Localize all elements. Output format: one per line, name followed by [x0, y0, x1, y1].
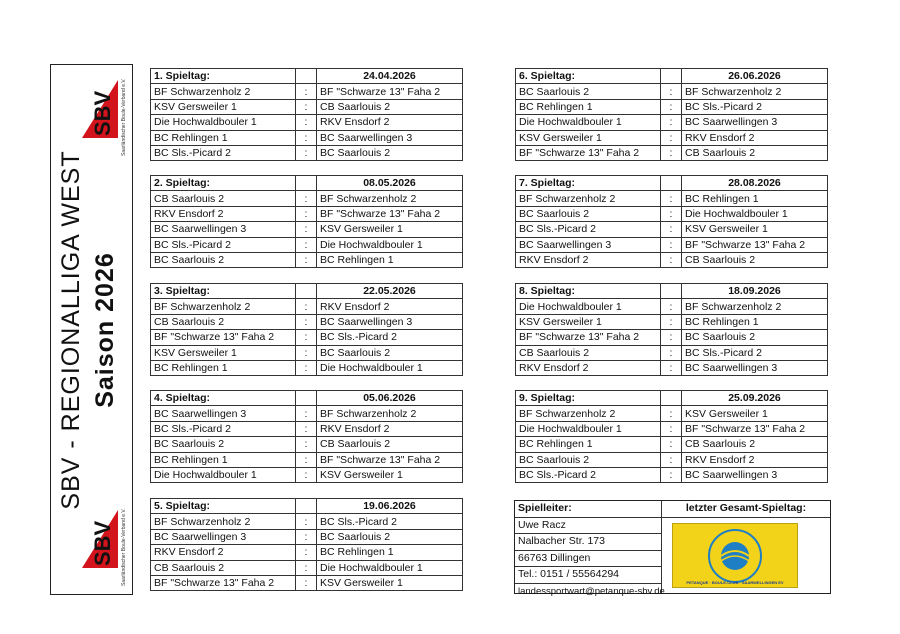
home-team: BC Saarwellingen 3	[516, 237, 661, 252]
matchday-label: 2. Spieltag:	[151, 176, 296, 191]
away-team: BF Schwarzenholz 2	[317, 191, 463, 206]
away-team: KSV Gersweiler 1	[317, 467, 463, 482]
vs-separator: :	[296, 299, 317, 314]
match-row	[151, 421, 463, 436]
matchday-header	[151, 499, 463, 514]
sbv-logo-top	[80, 78, 120, 144]
matchday-date: 26.06.2026	[682, 69, 828, 84]
vs-separator: :	[661, 237, 682, 252]
vs-separator: :	[296, 360, 317, 375]
matchday-label: 3. Spieltag:	[151, 284, 296, 299]
match-row	[516, 206, 828, 221]
vs-separator: :	[661, 252, 682, 267]
match-row	[151, 330, 463, 345]
match-row	[151, 222, 463, 237]
home-team: BC Saarwellingen 3	[151, 222, 296, 237]
home-team: CB Saarlouis 2	[151, 191, 296, 206]
away-team: BC Rehlingen 1	[317, 545, 463, 560]
home-team: RKV Ensdorf 2	[151, 545, 296, 560]
last-matchday-label: letzter Gesamt-Spieltag:	[662, 501, 830, 518]
vs-separator: :	[661, 467, 682, 482]
match-row	[516, 191, 828, 206]
matchday-label: 9. Spieltag:	[516, 391, 661, 406]
sbv-logo-subtitle: Saarländischer Boule-Verband e.V.	[121, 508, 127, 586]
vs-separator: :	[296, 314, 317, 329]
vs-separator: :	[661, 330, 682, 345]
home-team: BC Sls.-Picard 2	[151, 421, 296, 436]
away-team: KSV Gersweiler 1	[317, 575, 463, 590]
away-team: CB Saarlouis 2	[317, 437, 463, 452]
home-team: KSV Gersweiler 1	[516, 314, 661, 329]
home-team: CB Saarlouis 2	[151, 560, 296, 575]
matchday-label: 1. Spieltag:	[151, 69, 296, 84]
spielleiter-name: Uwe Racz	[515, 518, 661, 535]
away-team: RKV Ensdorf 2	[317, 115, 463, 130]
match-row	[516, 299, 828, 314]
match-row	[516, 467, 828, 482]
match-row	[151, 437, 463, 452]
vs-separator: :	[661, 191, 682, 206]
matchday-table	[515, 390, 828, 483]
vs-separator: :	[661, 99, 682, 114]
home-team: BC Saarwellingen 3	[151, 529, 296, 544]
home-team: BF "Schwarze 13" Faha 2	[516, 145, 661, 160]
header-spacer	[661, 69, 682, 84]
home-team: BC Rehlingen 1	[151, 452, 296, 467]
vs-separator: :	[296, 545, 317, 560]
away-team: BC Saarwellingen 3	[317, 130, 463, 145]
header-spacer	[296, 391, 317, 406]
away-team: Die Hochwaldbouler 1	[317, 560, 463, 575]
away-team: KSV Gersweiler 1	[682, 406, 828, 421]
match-row	[151, 299, 463, 314]
home-team: BC Saarlouis 2	[516, 452, 661, 467]
home-team: BC Rehlingen 1	[151, 360, 296, 375]
home-team: BC Saarlouis 2	[516, 84, 661, 99]
matchday-date: 19.06.2026	[317, 499, 463, 514]
away-team: CB Saarlouis 2	[317, 99, 463, 114]
away-team: BF "Schwarze 13" Faha 2	[682, 237, 828, 252]
title-line1: SBV - REGIONALLIGA WEST	[57, 150, 85, 510]
match-row	[516, 237, 828, 252]
match-row	[516, 345, 828, 360]
match-row	[151, 252, 463, 267]
match-row	[516, 115, 828, 130]
matchday-label: 7. Spieltag:	[516, 176, 661, 191]
contact-box	[514, 500, 831, 597]
vs-separator: :	[661, 345, 682, 360]
match-row	[151, 360, 463, 375]
away-team: BC Sls.-Picard 2	[682, 345, 828, 360]
home-team: BC Saarlouis 2	[516, 206, 661, 221]
matchday-table	[150, 68, 463, 161]
match-row	[151, 314, 463, 329]
header-spacer	[661, 391, 682, 406]
home-team: BF Schwarzenholz 2	[151, 514, 296, 529]
boule-club-logo-icon	[673, 524, 797, 587]
away-team: BF "Schwarze 13" Faha 2	[317, 206, 463, 221]
vs-separator: :	[661, 437, 682, 452]
vs-separator: :	[296, 145, 317, 160]
away-team: CB Saarlouis 2	[682, 145, 828, 160]
home-team: BC Sls.-Picard 2	[151, 145, 296, 160]
spielleiter-column	[515, 501, 665, 597]
vs-separator: :	[296, 330, 317, 345]
matchday-header	[516, 284, 828, 299]
away-team: BF "Schwarze 13" Faha 2	[682, 421, 828, 436]
away-team: Die Hochwaldbouler 1	[317, 237, 463, 252]
vs-separator: :	[661, 421, 682, 436]
header-spacer	[661, 284, 682, 299]
match-row	[151, 545, 463, 560]
matchday-date: 08.05.2026	[317, 176, 463, 191]
vs-separator: :	[296, 575, 317, 590]
match-row	[151, 514, 463, 529]
home-team: RKV Ensdorf 2	[516, 252, 661, 267]
match-row	[151, 115, 463, 130]
away-team: BC Sls.-Picard 2	[317, 514, 463, 529]
spielleiter-phone: Tel.: 0151 / 55564294	[515, 567, 661, 584]
matchday-header	[151, 284, 463, 299]
match-row	[516, 99, 828, 114]
matchday-date: 22.05.2026	[317, 284, 463, 299]
home-team: CB Saarlouis 2	[151, 314, 296, 329]
away-team: CB Saarlouis 2	[682, 437, 828, 452]
match-row	[151, 237, 463, 252]
matchday-table	[150, 390, 463, 483]
match-row	[151, 345, 463, 360]
away-team: BC Saarwellingen 3	[682, 360, 828, 375]
header-spacer	[296, 69, 317, 84]
home-team: Die Hochwaldbouler 1	[516, 115, 661, 130]
home-team: BC Saarlouis 2	[151, 437, 296, 452]
home-team: Die Hochwaldbouler 1	[151, 115, 296, 130]
vs-separator: :	[661, 314, 682, 329]
matchday-table	[515, 175, 828, 268]
last-matchday-column	[662, 501, 830, 593]
away-team: BF Schwarzenholz 2	[317, 406, 463, 421]
home-team: BC Sls.-Picard 2	[151, 237, 296, 252]
matchday-label: 6. Spieltag:	[516, 69, 661, 84]
matchday-header	[516, 391, 828, 406]
matchday-header	[151, 69, 463, 84]
away-team: BC Sls.-Picard 2	[317, 330, 463, 345]
matchday-date: 24.04.2026	[317, 69, 463, 84]
match-row	[151, 529, 463, 544]
away-team: BF Schwarzenholz 2	[682, 84, 828, 99]
vs-separator: :	[661, 360, 682, 375]
match-row	[516, 421, 828, 436]
spielleiter-email[interactable]: landessportwart@petanque-sbv.de	[518, 585, 665, 597]
matchday-date: 05.06.2026	[317, 391, 463, 406]
home-team: BC Rehlingen 1	[516, 99, 661, 114]
home-team: KSV Gersweiler 1	[151, 345, 296, 360]
match-row	[516, 360, 828, 375]
away-team: BF "Schwarze 13" Faha 2	[317, 84, 463, 99]
vs-separator: :	[296, 99, 317, 114]
match-row	[151, 84, 463, 99]
sbv-logo-bottom	[80, 508, 120, 574]
home-team: BF Schwarzenholz 2	[151, 299, 296, 314]
away-team: RKV Ensdorf 2	[682, 452, 828, 467]
vs-separator: :	[296, 84, 317, 99]
matchday-table	[515, 283, 828, 376]
svg-text:SBV: SBV	[90, 90, 115, 136]
vs-separator: :	[296, 345, 317, 360]
home-team: BF Schwarzenholz 2	[516, 406, 661, 421]
away-team: BC Rehlingen 1	[682, 191, 828, 206]
away-team: BC Saarlouis 2	[317, 345, 463, 360]
away-team: BC Saarwellingen 3	[682, 467, 828, 482]
matchday-label: 8. Spieltag:	[516, 284, 661, 299]
home-team: Die Hochwaldbouler 1	[151, 467, 296, 482]
vs-separator: :	[661, 206, 682, 221]
home-team: BC Sls.-Picard 2	[516, 222, 661, 237]
home-team: BC Saarlouis 2	[151, 252, 296, 267]
vs-separator: :	[661, 84, 682, 99]
away-team: RKV Ensdorf 2	[317, 421, 463, 436]
away-team: KSV Gersweiler 1	[682, 222, 828, 237]
vs-separator: :	[296, 252, 317, 267]
match-row	[151, 191, 463, 206]
header-spacer	[296, 284, 317, 299]
svg-text:SBV: SBV	[90, 520, 115, 566]
home-team: BF "Schwarze 13" Faha 2	[516, 330, 661, 345]
home-team: Die Hochwaldbouler 1	[516, 421, 661, 436]
vs-separator: :	[296, 115, 317, 130]
home-team: CB Saarlouis 2	[516, 345, 661, 360]
vs-separator: :	[296, 406, 317, 421]
home-team: BC Rehlingen 1	[516, 437, 661, 452]
club-logo	[672, 523, 798, 588]
away-team: BC Saarlouis 2	[317, 145, 463, 160]
matchday-header	[516, 176, 828, 191]
vs-separator: :	[296, 437, 317, 452]
match-row	[151, 406, 463, 421]
vs-separator: :	[296, 222, 317, 237]
away-team: CB Saarlouis 2	[682, 252, 828, 267]
matchday-header	[151, 391, 463, 406]
page-title	[54, 150, 122, 509]
match-row	[151, 145, 463, 160]
match-row	[151, 575, 463, 590]
home-team: KSV Gersweiler 1	[516, 130, 661, 145]
away-team: BC Saarlouis 2	[317, 529, 463, 544]
vs-separator: :	[296, 206, 317, 221]
matchday-header	[151, 176, 463, 191]
vs-separator: :	[661, 130, 682, 145]
matchday-table	[150, 498, 463, 591]
match-row	[516, 330, 828, 345]
title-line2: Saison 2026	[91, 252, 119, 408]
matchday-table	[150, 175, 463, 268]
home-team: BF Schwarzenholz 2	[151, 84, 296, 99]
matchday-date: 25.09.2026	[682, 391, 828, 406]
vs-separator: :	[296, 130, 317, 145]
home-team: BC Sls.-Picard 2	[516, 467, 661, 482]
away-team: BF Schwarzenholz 2	[682, 299, 828, 314]
vs-separator: :	[296, 467, 317, 482]
home-team: RKV Ensdorf 2	[151, 206, 296, 221]
away-team: BC Saarlouis 2	[682, 330, 828, 345]
away-team: Die Hochwaldbouler 1	[682, 206, 828, 221]
club-logo-text: PETANQUE · BOULE-CLUB · SAARWELLINGEN EV	[686, 580, 784, 585]
match-row	[516, 145, 828, 160]
match-row	[151, 467, 463, 482]
match-row	[516, 314, 828, 329]
sbv-logo-icon	[80, 508, 120, 574]
sbv-logo-subtitle: Saarländischer Boule-Verband e.V.	[121, 78, 127, 156]
matchday-date: 18.09.2026	[682, 284, 828, 299]
matchday-label: 5. Spieltag:	[151, 499, 296, 514]
vs-separator: :	[661, 145, 682, 160]
match-row	[516, 437, 828, 452]
matchday-table	[515, 68, 828, 161]
away-team: BC Rehlingen 1	[317, 252, 463, 267]
matchday-date: 28.08.2026	[682, 176, 828, 191]
vs-separator: :	[296, 560, 317, 575]
away-team: RKV Ensdorf 2	[317, 299, 463, 314]
home-team: BF "Schwarze 13" Faha 2	[151, 575, 296, 590]
home-team: Die Hochwaldbouler 1	[516, 299, 661, 314]
matchday-label: 4. Spieltag:	[151, 391, 296, 406]
match-row	[151, 206, 463, 221]
vs-separator: :	[296, 452, 317, 467]
home-team: BF Schwarzenholz 2	[516, 191, 661, 206]
home-team: BC Saarwellingen 3	[151, 406, 296, 421]
header-spacer	[296, 499, 317, 514]
away-team: BC Sls.-Picard 2	[682, 99, 828, 114]
match-row	[151, 452, 463, 467]
vs-separator: :	[661, 222, 682, 237]
match-row	[151, 130, 463, 145]
away-team: BF "Schwarze 13" Faha 2	[317, 452, 463, 467]
home-team: BC Rehlingen 1	[151, 130, 296, 145]
spielleiter-label: Spielleiter:	[515, 501, 661, 518]
away-team: KSV Gersweiler 1	[317, 222, 463, 237]
away-team: BC Saarwellingen 3	[317, 314, 463, 329]
header-spacer	[661, 176, 682, 191]
vs-separator: :	[296, 421, 317, 436]
away-team: BC Saarwellingen 3	[682, 115, 828, 130]
spielleiter-street: Nalbacher Str. 173	[515, 534, 661, 551]
match-row	[516, 452, 828, 467]
vs-separator: :	[296, 529, 317, 544]
vs-separator: :	[661, 406, 682, 421]
matchday-header	[516, 69, 828, 84]
away-team: Die Hochwaldbouler 1	[317, 360, 463, 375]
vs-separator: :	[661, 299, 682, 314]
match-row	[516, 222, 828, 237]
home-team: BF "Schwarze 13" Faha 2	[151, 330, 296, 345]
vs-separator: :	[296, 514, 317, 529]
match-row	[151, 99, 463, 114]
match-row	[516, 406, 828, 421]
vs-separator: :	[661, 115, 682, 130]
home-team: KSV Gersweiler 1	[151, 99, 296, 114]
spielleiter-city: 66763 Dillingen	[515, 551, 661, 568]
away-team: RKV Ensdorf 2	[682, 130, 828, 145]
away-team: BC Rehlingen 1	[682, 314, 828, 329]
vs-separator: :	[296, 191, 317, 206]
vs-separator: :	[661, 452, 682, 467]
header-spacer	[296, 176, 317, 191]
sbv-logo-icon	[80, 78, 120, 144]
vs-separator: :	[296, 237, 317, 252]
match-row	[516, 252, 828, 267]
match-row	[516, 130, 828, 145]
matchday-table	[150, 283, 463, 376]
home-team: RKV Ensdorf 2	[516, 360, 661, 375]
match-row	[516, 84, 828, 99]
match-row	[151, 560, 463, 575]
